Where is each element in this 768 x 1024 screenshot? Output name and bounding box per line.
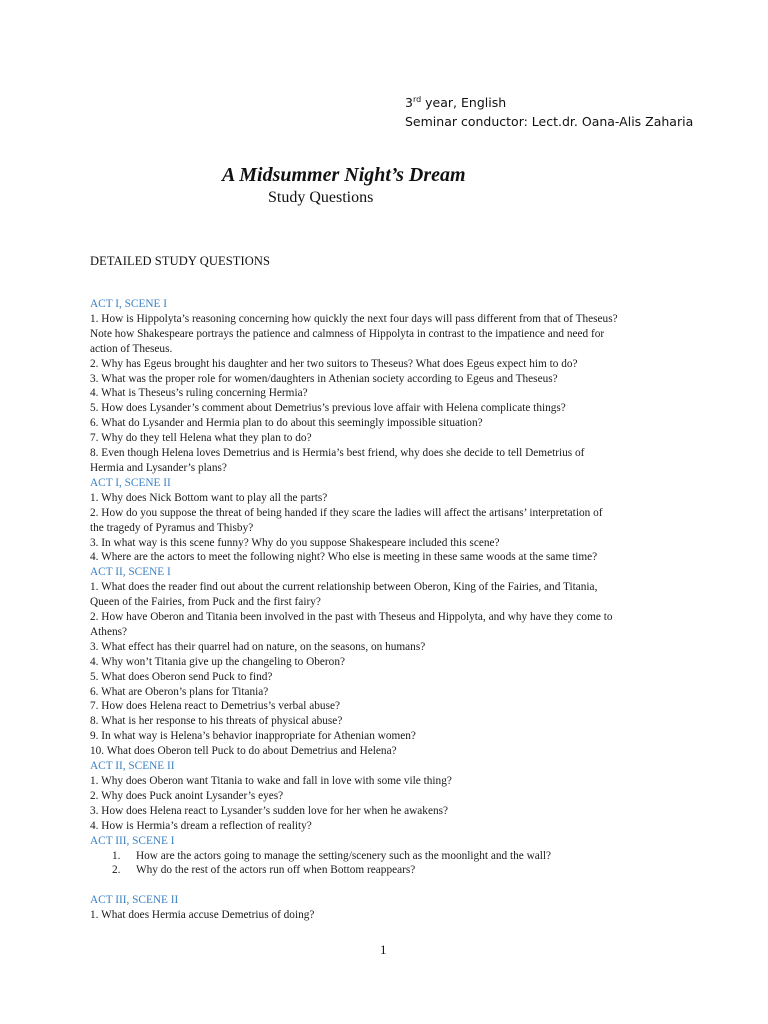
document-header bbox=[405, 93, 693, 131]
question-line: the tragedy of Pyramus and Thisby? bbox=[90, 521, 254, 534]
question-line: 1. How is Hippolyta’s reasoning concerning how quickly the next four days will pass different from that of Theseus? bbox=[90, 312, 618, 325]
question-text: Why do the rest of the actors run off when Bottom reappears? bbox=[136, 864, 416, 877]
question-line: 3. How does Helena react to Lysander’s sudden love for her when he awakens? bbox=[90, 804, 449, 817]
question-line: 1. Why does Oberon want Titania to wake and fall in love with some vile thing? bbox=[90, 775, 452, 787]
page-number: 1 bbox=[380, 942, 387, 957]
question-line: 5. How does Lysander’s comment about Demetrius’s previous love affair with Helena complicate things? bbox=[90, 402, 566, 415]
question-line: 8. What is her response to his threats of physical abuse? bbox=[90, 715, 343, 728]
question-line: Queen of the Fairies, from Puck and the first fairy? bbox=[90, 596, 321, 609]
scene-heading: ACT II, SCENE I bbox=[90, 566, 171, 579]
question-line: 5. What does Oberon send Puck to find? bbox=[90, 670, 273, 683]
question-line: Note how Shakespeare portrays the patience and calmness of Hippolyta in contrast to the impatience and need for bbox=[90, 327, 605, 340]
question-line: 3. What was the proper role for women/daughters in Athenian society according to Egeus and Theseus? bbox=[90, 372, 558, 385]
course-text: year, English bbox=[421, 95, 507, 110]
question-line: action of Theseus. bbox=[90, 342, 173, 355]
question-line: Hermia and Lysander’s plans? bbox=[90, 461, 227, 474]
question-line: 4. Why won’t Titania give up the changeling to Oberon? bbox=[90, 655, 345, 668]
scene-heading: ACT I, SCENE I bbox=[90, 298, 167, 310]
question-line: 3. In what way is this scene funny? Why do you suppose Shakespeare included this scene? bbox=[90, 536, 500, 549]
numbered-question bbox=[90, 863, 690, 878]
question-line: 4. What is Theseus’s ruling concerning Hermia? bbox=[90, 387, 308, 400]
question-line: 6. What are Oberon’s plans for Titania? bbox=[90, 685, 269, 698]
question-line: 9. In what way is Helena’s behavior inappropriate for Athenian women? bbox=[90, 730, 416, 743]
year-number: 3 bbox=[405, 95, 413, 110]
question-number: 2. bbox=[112, 864, 121, 877]
question-line: 2. Why does Puck anoint Lysander’s eyes? bbox=[90, 789, 284, 802]
question-line: 4. Where are the actors to meet the following night? Who else is meeting in these same woods at the same time? bbox=[90, 551, 598, 564]
scene-heading: ACT I, SCENE II bbox=[90, 476, 171, 489]
scene-heading: ACT III, SCENE II bbox=[90, 894, 179, 907]
conductor-line: Seminar conductor: Lect.dr. Oana-Alis Zaharia bbox=[405, 114, 694, 129]
question-line: 1. What does Hermia accuse Demetrius of doing? bbox=[90, 909, 315, 922]
year-ordinal: rd bbox=[412, 94, 422, 104]
course-line bbox=[405, 93, 693, 112]
document-subtitle: Study Questions bbox=[268, 189, 374, 206]
question-line: 1. Why does Nick Bottom want to play all the parts? bbox=[90, 491, 328, 504]
question-line: 2. How do you suppose the threat of being handed if they scare the ladies will affect the artisans’ interpretation of bbox=[90, 506, 603, 519]
blank-line bbox=[90, 878, 690, 893]
question-line: 7. Why do they tell Helena what they plan to do? bbox=[90, 432, 312, 445]
question-line: 6. What do Lysander and Hermia plan to do about this seemingly impossible situation? bbox=[90, 417, 483, 430]
question-line: 4. How is Hermia’s dream a reflection of reality? bbox=[90, 819, 312, 832]
question-text: How are the actors going to manage the setting/scenery such as the moonlight and the wall? bbox=[136, 849, 552, 862]
question-line: 2. Why has Egeus brought his daughter and her two suitors to Theseus? What does Egeus expect him to do? bbox=[90, 357, 578, 370]
question-line: 7. How does Helena react to Demetrius’s verbal abuse? bbox=[90, 700, 341, 713]
numbered-question bbox=[90, 849, 690, 864]
question-line: Athens? bbox=[90, 625, 128, 638]
question-line: 8. Even though Helena loves Demetrius and is Hermia’s best friend, why does she decide to tell Demetrius of bbox=[90, 447, 585, 460]
question-number: 1. bbox=[112, 849, 121, 862]
question-line: 10. What does Oberon tell Puck to do about Demetrius and Helena? bbox=[90, 745, 397, 758]
document-title: A Midsummer Night’s Dream bbox=[222, 164, 466, 186]
question-line: 1. What does the reader find out about the current relationship between Oberon, King of the Fairies, and Titania, bbox=[90, 581, 598, 594]
section-heading: DETAILED STUDY QUESTIONS bbox=[90, 254, 271, 268]
questions-content bbox=[90, 297, 690, 923]
scene-heading: ACT II, SCENE II bbox=[90, 760, 175, 773]
question-line: 2. How have Oberon and Titania been involved in the past with Theseus and Hippolyta, and why have they come to bbox=[90, 611, 613, 624]
scene-heading: ACT III, SCENE I bbox=[90, 834, 175, 847]
question-line: 3. What effect has their quarrel had on nature, on the seasons, on humans? bbox=[90, 640, 426, 653]
